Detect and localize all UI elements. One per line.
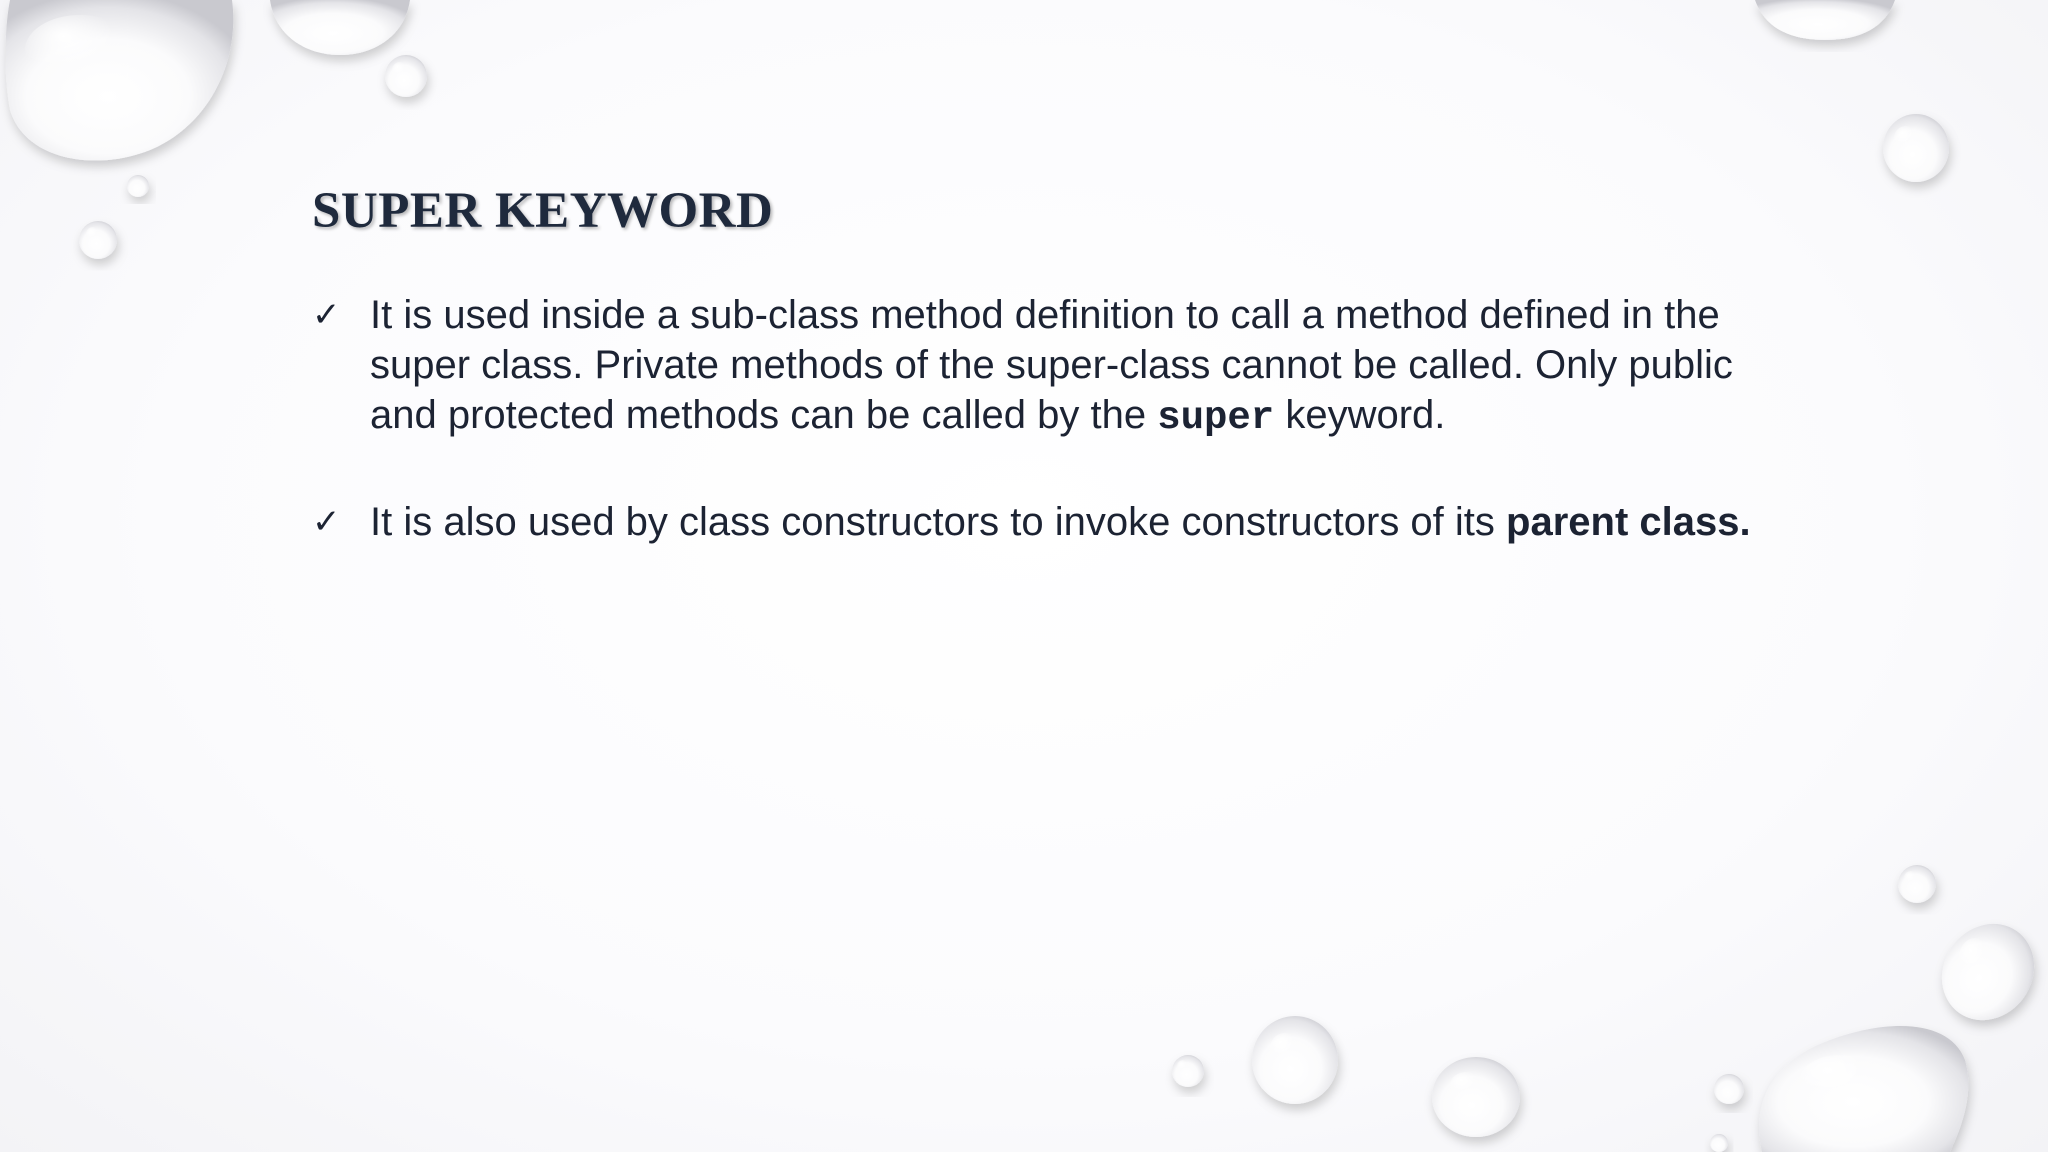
bullet-item [312, 497, 1772, 547]
water-drop-icon [385, 55, 427, 97]
water-drop-icon [6, 0, 234, 161]
water-drop-icon [1172, 1055, 1204, 1087]
bullet-emphasis: parent class. [1506, 500, 1751, 544]
bullet-item [312, 290, 1772, 443]
code-keyword: super [1157, 396, 1275, 440]
water-drop-icon [1714, 1074, 1744, 1104]
bullet-text: It is also used by class constructors to invoke constructors of its [370, 500, 1507, 544]
water-drop-icon [79, 221, 117, 259]
water-drop-icon [270, 0, 410, 55]
water-drop-icon [1759, 1026, 1968, 1152]
water-drop-icon [1923, 906, 2048, 1038]
bullet-text-end: keyword. [1274, 393, 1446, 437]
bullet-list [312, 290, 1772, 601]
water-drop-icon [1432, 1057, 1520, 1137]
water-drop-icon [1898, 865, 1936, 903]
checkmark-icon: ✓ [312, 295, 341, 335]
water-drop-icon [1883, 114, 1949, 182]
water-drop-icon [1252, 1016, 1338, 1104]
water-drop-icon [1755, 0, 1895, 40]
checkmark-icon: ✓ [312, 502, 341, 542]
bullet-text: It is used inside a sub-class method definition to call a method defined in the super class. Private methods of the super-class cannot be called. Only public and protected methods can be called by the [370, 293, 1733, 437]
slide-title: SUPER KEYWORD [312, 183, 774, 239]
water-drop-icon [127, 175, 149, 197]
water-drop-icon [1710, 1134, 1728, 1152]
